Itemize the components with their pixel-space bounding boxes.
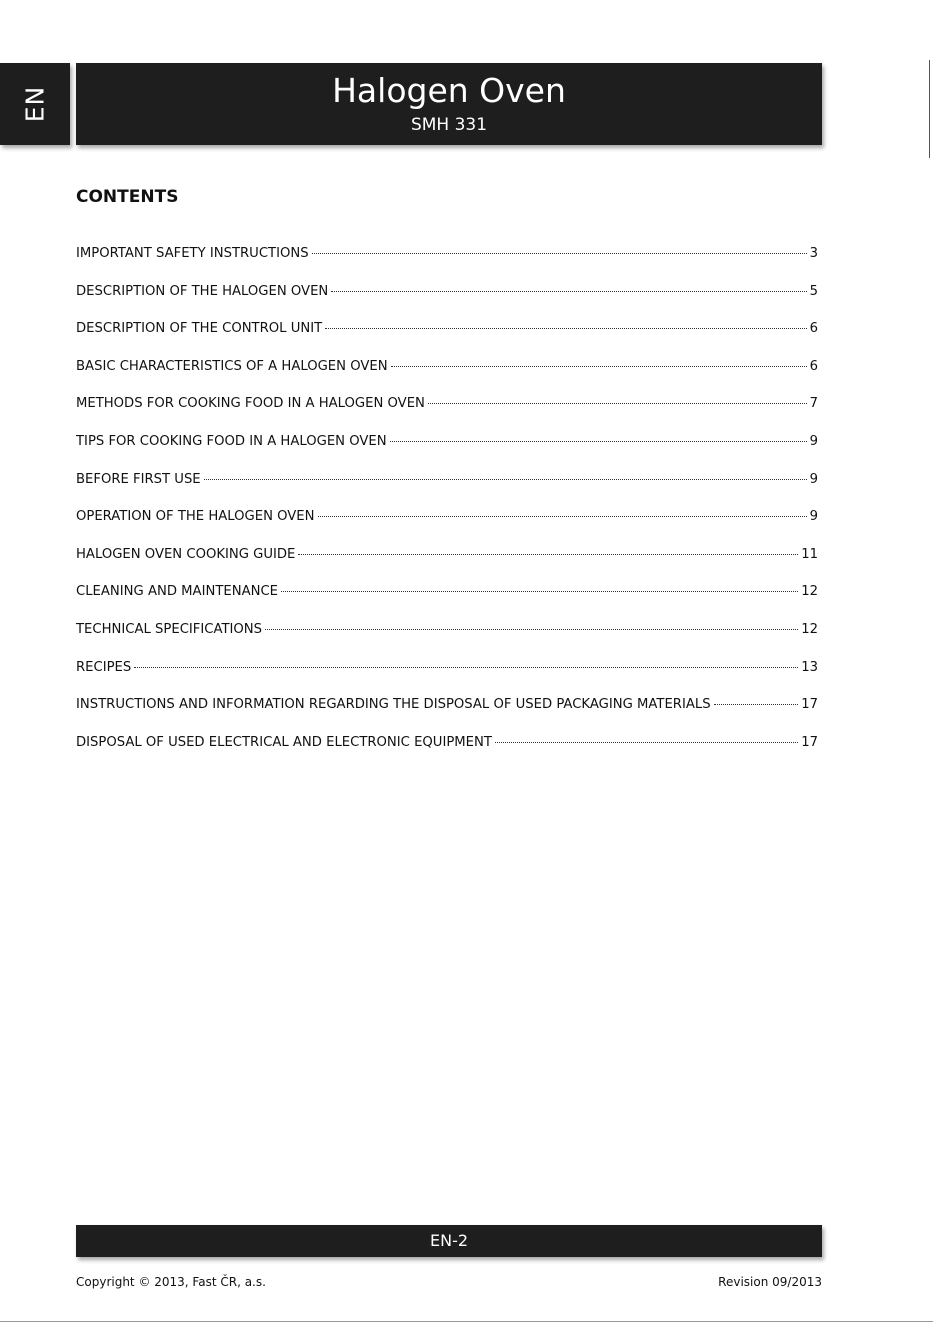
toc-dot-leader xyxy=(331,291,806,292)
toc-entry-page: 12 xyxy=(801,621,818,637)
toc-entry-page: 17 xyxy=(801,697,818,713)
toc-dot-leader xyxy=(298,554,798,555)
model-number: SMH 331 xyxy=(410,115,488,135)
table-of-contents xyxy=(76,246,818,772)
toc-entry[interactable] xyxy=(76,547,818,585)
toc-entry-page: 13 xyxy=(801,659,818,675)
toc-entry[interactable] xyxy=(76,509,818,547)
toc-entry-page: 11 xyxy=(801,546,818,562)
copyright-notice: Copyright © 2013, Fast ČR, a.s. xyxy=(76,1275,266,1289)
toc-dot-leader xyxy=(265,629,798,630)
toc-entry-page: 9 xyxy=(809,509,818,525)
toc-entry-label: INSTRUCTIONS AND INFORMATION REGARDING THE DISPOSAL OF USED PACKAGING MATERIALS xyxy=(76,697,711,713)
page-number: EN-2 xyxy=(429,1231,469,1250)
toc-entry-page: 6 xyxy=(809,321,818,337)
toc-dot-leader xyxy=(318,516,807,517)
toc-entry[interactable] xyxy=(76,434,818,472)
toc-entry[interactable] xyxy=(76,697,818,735)
toc-dot-leader xyxy=(134,667,798,668)
toc-entry-label: TIPS FOR COOKING FOOD IN A HALOGEN OVEN xyxy=(76,433,387,449)
toc-dot-leader xyxy=(281,591,798,592)
toc-dot-leader xyxy=(391,366,807,367)
toc-entry-page: 17 xyxy=(801,734,818,750)
toc-entry-page: 12 xyxy=(801,584,818,600)
toc-entry-page: 9 xyxy=(809,471,818,487)
toc-entry[interactable] xyxy=(76,321,818,359)
toc-entry-label: IMPORTANT SAFETY INSTRUCTIONS xyxy=(76,246,309,261)
header-bar xyxy=(76,63,822,145)
toc-entry[interactable] xyxy=(76,660,818,698)
toc-dot-leader xyxy=(428,403,807,404)
language-tab xyxy=(0,63,70,145)
toc-entry-label: BEFORE FIRST USE xyxy=(76,471,201,487)
toc-entry-label: HALOGEN OVEN COOKING GUIDE xyxy=(76,546,296,562)
language-tab-label: EN xyxy=(20,85,50,123)
toc-entry-label: CLEANING AND MAINTENANCE xyxy=(76,584,279,600)
bottom-rule xyxy=(0,1321,933,1322)
toc-entry-label: DESCRIPTION OF THE CONTROL UNIT xyxy=(76,321,323,337)
toc-entry-page: 3 xyxy=(809,246,818,261)
toc-dot-leader xyxy=(714,704,799,705)
toc-entry-page: 9 xyxy=(809,433,818,449)
toc-entry[interactable] xyxy=(76,359,818,397)
toc-entry-label: METHODS FOR COOKING FOOD IN A HALOGEN OVEN xyxy=(76,396,425,412)
toc-entry-label: BASIC CHARACTERISTICS OF A HALOGEN OVEN xyxy=(76,358,388,374)
toc-entry-page: 5 xyxy=(809,283,818,299)
toc-dot-leader xyxy=(312,253,807,254)
toc-entry[interactable] xyxy=(76,735,818,773)
toc-entry[interactable] xyxy=(76,584,818,622)
document-title: Halogen Oven xyxy=(332,71,566,110)
toc-dot-leader xyxy=(495,742,798,743)
toc-entry-label: DISPOSAL OF USED ELECTRICAL AND ELECTRONIC EQUIPMENT xyxy=(76,734,492,750)
toc-entry[interactable] xyxy=(76,246,818,284)
toc-entry[interactable] xyxy=(76,472,818,510)
toc-entry[interactable] xyxy=(76,284,818,322)
toc-entry-page: 7 xyxy=(809,396,818,412)
toc-dot-leader xyxy=(204,479,807,480)
contents-heading: CONTENTS xyxy=(76,187,179,207)
toc-entry-label: OPERATION OF THE HALOGEN OVEN xyxy=(76,509,315,525)
toc-entry[interactable] xyxy=(76,396,818,434)
toc-entry-page: 6 xyxy=(809,358,818,374)
revision-label: Revision 09/2013 xyxy=(718,1275,822,1289)
toc-entry-label: DESCRIPTION OF THE HALOGEN OVEN xyxy=(76,283,329,299)
edge-rule xyxy=(929,60,930,158)
footer-bar xyxy=(76,1225,822,1257)
toc-dot-leader xyxy=(390,441,807,442)
toc-entry-label: TECHNICAL SPECIFICATIONS xyxy=(76,621,263,637)
toc-entry[interactable] xyxy=(76,622,818,660)
toc-entry-label: RECIPES xyxy=(76,659,132,675)
toc-dot-leader xyxy=(325,328,806,329)
